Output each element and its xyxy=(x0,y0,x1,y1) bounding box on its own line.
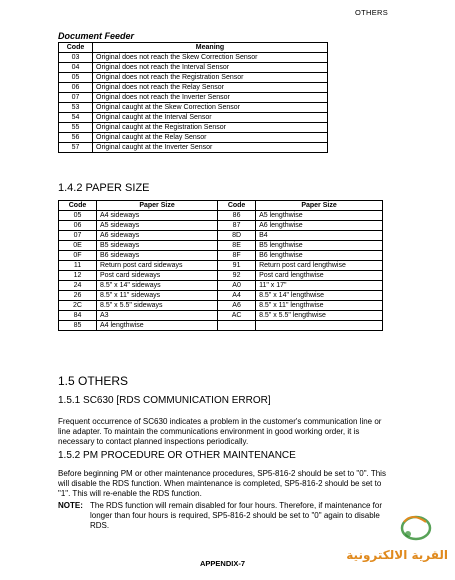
table-row xyxy=(59,123,328,133)
column-header-code-left: Code xyxy=(59,201,97,211)
code-cell: 2C xyxy=(59,301,97,311)
meaning-cell: Original does not reach the Skew Correction Sensor xyxy=(93,53,328,63)
column-header-meaning: Meaning xyxy=(93,43,328,53)
paper-size-cell: A4 lengthwise xyxy=(97,321,218,331)
header-section-title: OTHERS xyxy=(355,8,389,17)
code-cell: 91 xyxy=(218,261,256,271)
sc630-heading: 1.5.1 SC630 [RDS COMMUNICATION ERROR] xyxy=(58,395,271,406)
table-row xyxy=(59,251,383,261)
paper-size-cell: B6 sideways xyxy=(97,251,218,261)
code-cell: 11 xyxy=(59,261,97,271)
pm-procedure-paragraph: Before beginning PM or other maintenance procedures, SP5-816-2 should be set to "0". This will disable the RDS function. When maintenance is completed, SP5-816-2 should be set to "1". This will re-enable the RDS function. xyxy=(58,469,386,498)
code-cell: A4 xyxy=(218,291,256,301)
table-row xyxy=(59,53,328,63)
code-cell: 06 xyxy=(59,221,97,231)
meaning-cell: Original does not reach the Registration Sensor xyxy=(93,73,328,83)
table-row xyxy=(59,271,383,281)
code-cell: 05 xyxy=(59,73,93,83)
code-cell: 06 xyxy=(59,83,93,93)
table-row xyxy=(59,291,383,301)
code-cell: 8F xyxy=(218,251,256,261)
table-row xyxy=(59,63,328,73)
paper-size-heading: 1.4.2 PAPER SIZE xyxy=(58,182,150,194)
meaning-cell: Original caught at the Inverter Sensor xyxy=(93,143,328,153)
pm-procedure-heading: 1.5.2 PM PROCEDURE OR OTHER MAINTENANCE xyxy=(58,450,296,461)
code-cell: 8E xyxy=(218,241,256,251)
table-row xyxy=(59,103,328,113)
table-row xyxy=(59,113,328,123)
paper-size-cell: Post card lengthwise xyxy=(256,271,383,281)
paper-size-cell: 8.5" x 14" sideways xyxy=(97,281,218,291)
meaning-cell: Original caught at the Skew Correction Sensor xyxy=(93,103,328,113)
table-row xyxy=(59,281,383,291)
code-cell: 85 xyxy=(59,321,97,331)
code-cell: 07 xyxy=(59,93,93,103)
others-heading: 1.5 OTHERS xyxy=(58,374,129,388)
paper-size-cell: A6 sideways xyxy=(97,231,218,241)
table-row xyxy=(59,241,383,251)
code-cell: 86 xyxy=(218,211,256,221)
code-cell: 0E xyxy=(59,241,97,251)
paper-size-cell: B5 sideways xyxy=(97,241,218,251)
paper-size-cell: A4 sideways xyxy=(97,211,218,221)
code-cell: 55 xyxy=(59,123,93,133)
meaning-cell: Original caught at the Relay Sensor xyxy=(93,133,328,143)
code-cell: 12 xyxy=(59,271,97,281)
table-row xyxy=(59,221,383,231)
document-feeder-table xyxy=(58,42,328,153)
meaning-cell: Original does not reach the Interval Sensor xyxy=(93,63,328,73)
code-cell: A6 xyxy=(218,301,256,311)
paper-size-cell: Post card sideways xyxy=(97,271,218,281)
code-cell: 26 xyxy=(59,291,97,301)
table-header-row xyxy=(59,201,383,211)
meaning-cell: Original caught at the Registration Sensor xyxy=(93,123,328,133)
table-row xyxy=(59,133,328,143)
column-header-paper-size-right: Paper Size xyxy=(256,201,383,211)
document-feeder-title: Document Feeder xyxy=(58,31,135,41)
code-cell: 0F xyxy=(59,251,97,261)
paper-size-cell: A5 sideways xyxy=(97,221,218,231)
meaning-cell: Original does not reach the Inverter Sensor xyxy=(93,93,328,103)
logo-text: القرية الالكترونية xyxy=(346,548,448,562)
paper-size-cell: 8.5" x 5.5" sideways xyxy=(97,301,218,311)
paper-size-cell: 8.5" x 14" lengthwise xyxy=(256,291,383,301)
column-header-code-right: Code xyxy=(218,201,256,211)
sc630-paragraph: Frequent occurrence of SC630 indicates a problem in the customer's communication line or line adapter. To maintain the communications environment in good working order, it is necessary to contact planned inspections periodically. xyxy=(58,417,382,446)
code-cell: AC xyxy=(218,311,256,321)
table-row xyxy=(59,311,383,321)
paper-size-cell: 8.5" x 11" lengthwise xyxy=(256,301,383,311)
code-cell: 8D xyxy=(218,231,256,241)
paper-size-cell: A5 lengthwise xyxy=(256,211,383,221)
table-row xyxy=(59,321,383,331)
paper-size-cell: Return post card lengthwise xyxy=(256,261,383,271)
code-cell: 04 xyxy=(59,63,93,73)
table-row xyxy=(59,83,328,93)
paper-size-cell: B4 xyxy=(256,231,383,241)
table-row xyxy=(59,73,328,83)
paper-size-cell: B6 lengthwise xyxy=(256,251,383,261)
page-footer: APPENDIX-7 xyxy=(200,559,246,568)
paper-size-cell: A6 lengthwise xyxy=(256,221,383,231)
paper-size-cell: 8.5" x 11" sideways xyxy=(97,291,218,301)
code-cell: 84 xyxy=(59,311,97,321)
column-header-code: Code xyxy=(59,43,93,53)
note-text: The RDS function will remain disabled for four hours. Therefore, if maintenance for longer than four hours is required, SP5-816-2 should be set to "0" again to disable RDS. xyxy=(90,501,382,530)
code-cell: 53 xyxy=(59,103,93,113)
code-cell: 03 xyxy=(59,53,93,63)
note-label: NOTE: xyxy=(58,501,83,510)
table-row xyxy=(59,211,383,221)
meaning-cell: Original caught at the Interval Sensor xyxy=(93,113,328,123)
code-cell: 07 xyxy=(59,231,97,241)
site-logo xyxy=(338,510,450,570)
paper-size-cell: B5 lengthwise xyxy=(256,241,383,251)
table-row xyxy=(59,301,383,311)
table-row xyxy=(59,143,328,153)
paper-size-cell: 8.5" x 5.5" lengthwise xyxy=(256,311,383,321)
column-header-paper-size-left: Paper Size xyxy=(97,201,218,211)
code-cell: 05 xyxy=(59,211,97,221)
code-cell xyxy=(218,321,256,331)
code-cell: A0 xyxy=(218,281,256,291)
code-cell: 87 xyxy=(218,221,256,231)
code-cell: 54 xyxy=(59,113,93,123)
table-row xyxy=(59,93,328,103)
code-cell: 92 xyxy=(218,271,256,281)
paper-size-cell: A3 xyxy=(97,311,218,321)
meaning-cell: Original does not reach the Relay Sensor xyxy=(93,83,328,93)
table-row xyxy=(59,261,383,271)
paper-size-cell xyxy=(256,321,383,331)
paper-size-cell: Return post card sideways xyxy=(97,261,218,271)
table-header-row xyxy=(59,43,328,53)
paper-size-table xyxy=(58,200,383,331)
code-cell: 56 xyxy=(59,133,93,143)
code-cell: 57 xyxy=(59,143,93,153)
table-row xyxy=(59,231,383,241)
paper-size-cell: 11" x 17" xyxy=(256,281,383,291)
code-cell: 24 xyxy=(59,281,97,291)
